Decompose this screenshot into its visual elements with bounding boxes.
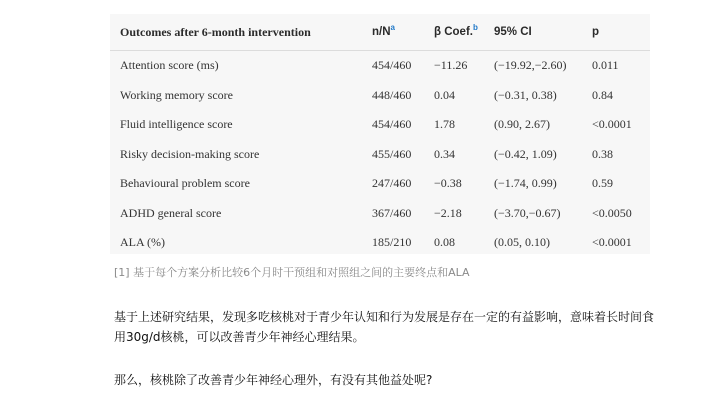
cell-p: <0.0050 (592, 205, 632, 220)
table-row (110, 51, 650, 81)
cell-outcome: Behavioural problem score (120, 176, 250, 191)
results-table-card (110, 14, 650, 254)
cell-beta: −0.38 (434, 176, 462, 191)
cell-outcome: Attention score (ms) (120, 58, 219, 73)
table-row (110, 228, 650, 258)
table-row (110, 110, 650, 140)
cell-p: <0.0001 (592, 235, 632, 250)
header-n-n-label: n/N (372, 26, 391, 38)
cell-n: 454/460 (372, 58, 412, 73)
header-p: p (592, 14, 650, 51)
cell-beta: 0.34 (434, 146, 455, 161)
cell-outcome: Fluid intelligence score (120, 117, 233, 132)
table-row (110, 199, 650, 229)
cell-p: <0.0001 (592, 117, 632, 132)
cell-beta: 1.78 (434, 117, 455, 132)
cell-ci: (0.90, 2.67) (494, 117, 550, 132)
cell-n: 455/460 (372, 146, 412, 161)
header-ci: 95% CI (494, 14, 592, 51)
cell-ci: (0.05, 0.10) (494, 235, 550, 250)
cell-n: 454/460 (372, 117, 412, 132)
cell-p: 0.59 (592, 176, 613, 191)
cell-beta: −11.26 (434, 58, 468, 73)
body-paragraph-1: 基于上述研究结果，发现多吃核桃对于青少年认知和行为发展是存在一定的有益影响，意味着长时间食用30g/d核桃，可以改善青少年神经心理结果。 (114, 310, 655, 344)
footnote-link-b[interactable]: b (472, 23, 478, 33)
cell-outcome: Working memory score (120, 87, 234, 102)
cell-outcome: ALA (%) (120, 235, 165, 250)
header-n-n (372, 14, 434, 51)
cell-outcome: ADHD general score (120, 205, 222, 220)
table-footnote: [1] 基于每个方案分析比较6个月时干预组和对照组之间的主要终点和ALA (114, 266, 470, 279)
results-table (110, 14, 650, 258)
cell-n: 185/210 (372, 235, 412, 250)
table-header-row (110, 14, 650, 51)
header-beta-label: β Coef. (434, 26, 473, 38)
cell-p: 0.011 (592, 58, 619, 73)
cell-ci: (−0.31, 0.38) (494, 87, 557, 102)
cell-ci: (−19.92,−2.60) (494, 58, 567, 73)
cell-ci: (−3.70,−0.67) (494, 205, 561, 220)
body-paragraph-2: 那么，核桃除了改善青少年神经心理外，有没有其他益处呢? (114, 373, 433, 387)
table-row (110, 169, 650, 199)
cell-outcome: Risky decision-making score (120, 146, 260, 161)
cell-beta: 0.04 (434, 87, 455, 102)
cell-p: 0.84 (592, 87, 613, 102)
cell-n: 448/460 (372, 87, 412, 102)
cell-n: 247/460 (372, 176, 412, 191)
footnote-link-a[interactable]: a (390, 23, 395, 33)
cell-p: 0.38 (592, 146, 613, 161)
cell-ci: (−0.42, 1.09) (494, 146, 557, 161)
cell-ci: (−1.74, 0.99) (494, 176, 557, 191)
table-row (110, 81, 650, 111)
header-beta (434, 14, 494, 51)
cell-beta: 0.08 (434, 235, 455, 250)
table-row (110, 140, 650, 170)
header-outcomes: Outcomes after 6-month intervention (110, 14, 372, 51)
cell-beta: −2.18 (434, 205, 462, 220)
cell-n: 367/460 (372, 205, 412, 220)
